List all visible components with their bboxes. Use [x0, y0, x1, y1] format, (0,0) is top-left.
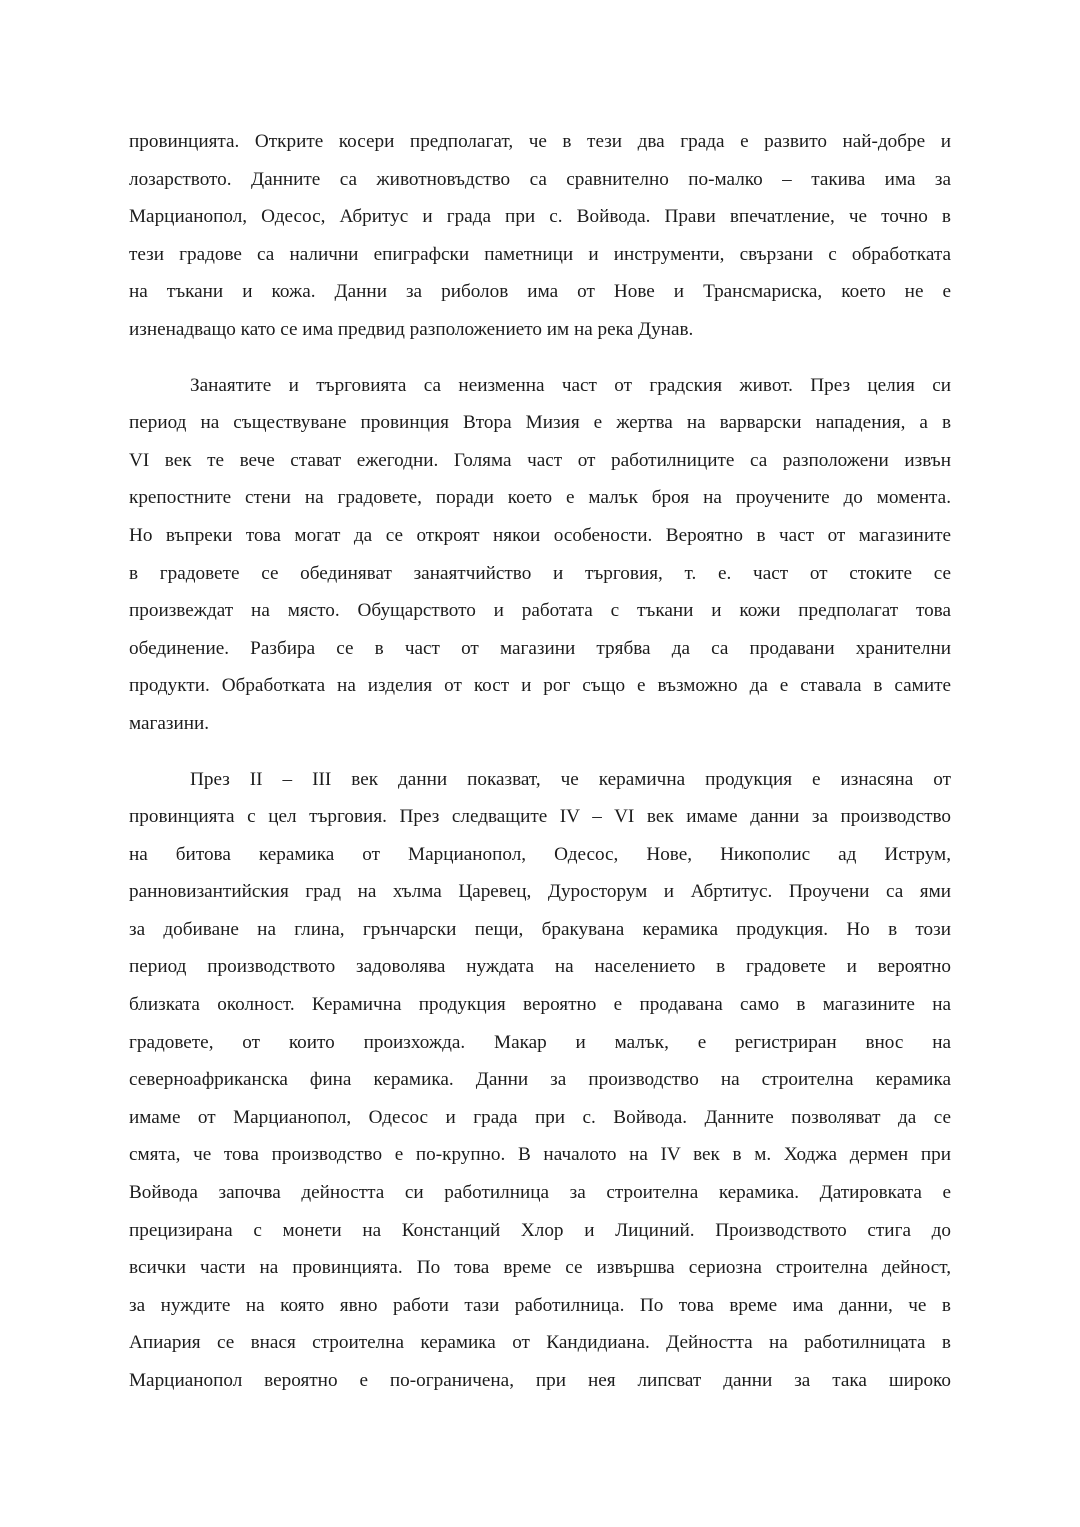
text-line: Но въпреки това могат да се откроят някои особености. Вероятно в част от магазините	[129, 524, 951, 546]
text-line: в градовете се обединяват занаятчийство и търговия, т. е. част от стоките се	[129, 562, 951, 584]
text-line: северноафриканска фина керамика. Данни за производство на строителна керамика	[129, 1069, 951, 1091]
text-line: имаме от Марцианопол, Одесос и града при с. Войвода. Данните позволяват да се	[129, 1106, 951, 1128]
text-line: на тъкани и кожа. Данни за риболов има от Нове и Трансмариска, което не е	[129, 281, 951, 303]
text-line: продукти. Обработката на изделия от кост и рог също е възможно да е ставала в самите	[129, 675, 951, 697]
text-line: лозарството. Данните са животновъдство са сравнително по-малко – такива има за	[129, 168, 951, 190]
text-line: ранновизантийския град на хълма Царевец, Дуросторум и Абртитус. Проучени са ями	[129, 881, 951, 903]
text-line: близката околност. Керамична продукция вероятно е продавана само в магазините на	[129, 994, 951, 1016]
text-line: обединение. Разбира се в част от магазини трябва да са продавани хранителни	[129, 637, 951, 659]
text-line: Марцианопол, Одесос, Абритус и града при с. Войвода. Прави впечатление, че точно в	[129, 206, 951, 228]
text-line: смята, че това производство е по-крупно. В началото на IV век в м. Ходжа дермен при	[129, 1144, 951, 1166]
text-line: произвеждат на място. Обущарството и работата с тъкани и кожи предполагат това	[129, 600, 951, 622]
text-line: период производството задоволява нуждата на населението в градовете и вероятно	[129, 956, 951, 978]
text-line: провинцията. Открите косери предполагат, че в тези два града е развито най-добре и	[129, 131, 951, 152]
text-line: всички части на провинцията. По това време се извършва сериозна строителна дейност,	[129, 1257, 951, 1279]
text-line: провинцията с цел търговия. През следващите IV – VI век имаме данни за производство	[129, 806, 951, 828]
text-line: градовете, от които произхожда. Макар и малък, е регистриран внос на	[129, 1031, 951, 1053]
text-line: Занаятите и търговията са неизменна част от градския живот. През целия си	[190, 374, 951, 396]
paragraph-3	[129, 761, 951, 1400]
text-line: Марцианопол вероятно е по-ограничена, при нея липсват данни за така широко	[129, 1370, 951, 1391]
paragraph-2	[129, 367, 951, 743]
text-line: прецизирана с монети на Констанций Хлор и Лициний. Производството стига до	[129, 1219, 951, 1241]
text-line: През II – III век данни показват, че керамична продукция е изнасяна от	[190, 768, 951, 790]
text-line: на битова керамика от Марцианопол, Одесос, Нове, Никополис ад Иструм,	[129, 843, 951, 865]
text-line: магазини.	[129, 712, 210, 734]
paragraph-1	[129, 123, 951, 349]
text-line: VI век те вече стават ежегодни. Голяма част от работилниците са разположени извън	[129, 449, 951, 471]
text-line: Войвода започва дейността си работилница за строителна керамика. Датировката е	[129, 1182, 951, 1204]
text-line: Апиария се внася строителна керамика от Кандидиана. Дейността на работилницата в	[129, 1332, 951, 1354]
text-line: изненадващо като се има предвид разположението им на река Дунав.	[129, 318, 694, 340]
document-page	[129, 123, 951, 1400]
text-line: крепостните стени на градовете, поради което е малък броя на проучените до момента.	[129, 487, 951, 509]
text-line: период на съществуване провинция Втора Мизия е жертва на варварски нападения, а в	[129, 412, 951, 434]
text-line: за нуждите на която явно работи тази работилница. По това време има данни, че в	[129, 1294, 951, 1316]
text-line: за добиване на глина, грънчарски пещи, бракувана керамика продукция. Но в този	[129, 918, 951, 940]
text-line: тези градове са налични епиграфски паметници и инструменти, свързани с обработката	[129, 243, 951, 265]
